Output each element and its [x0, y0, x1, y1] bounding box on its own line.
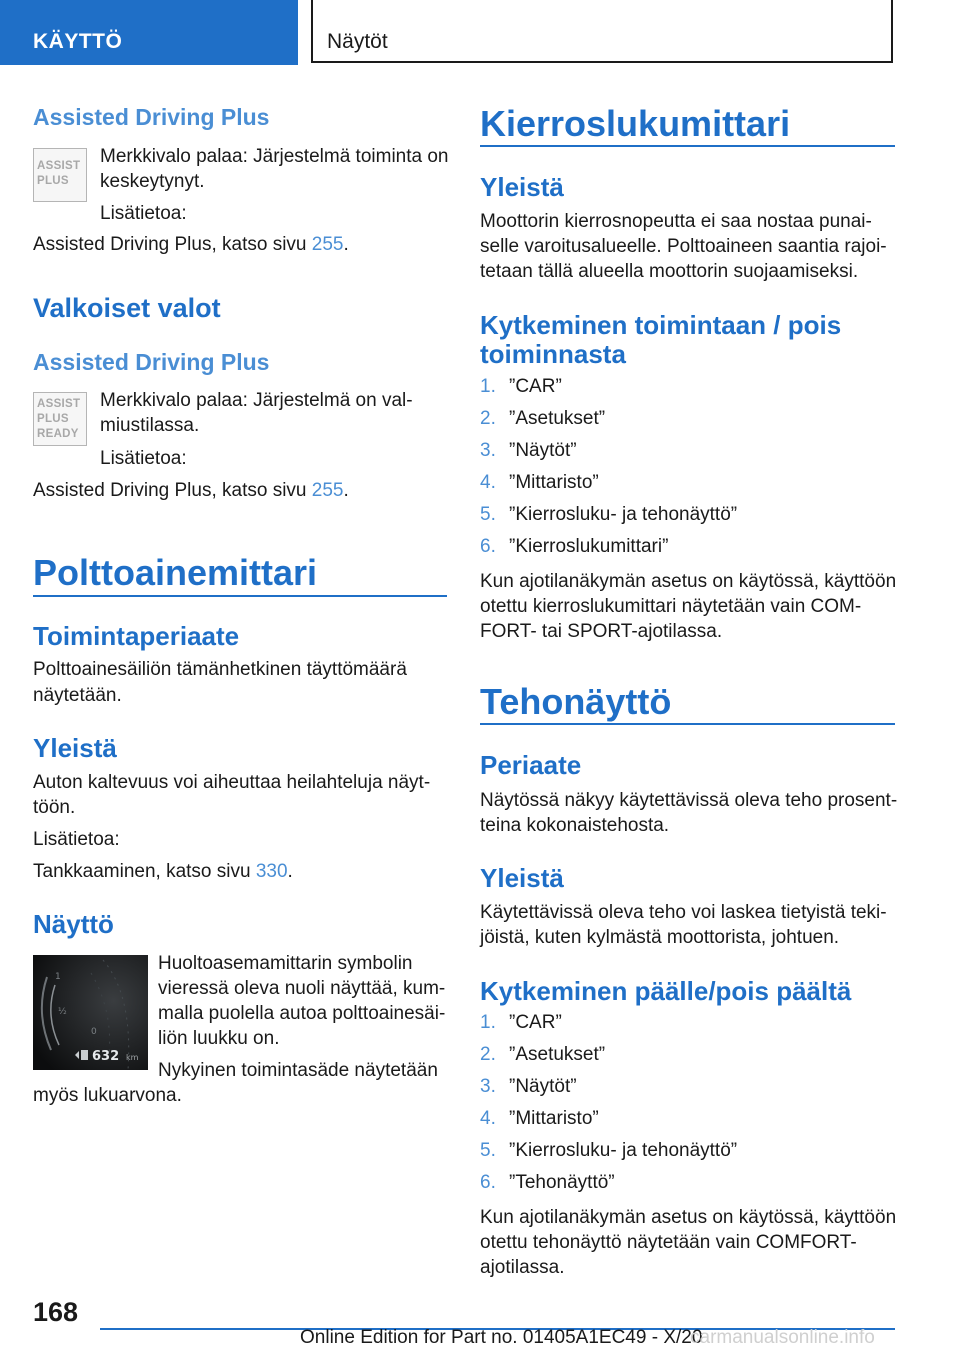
fuel-ref-end: . — [287, 861, 293, 882]
fuel-display-l1: Huoltoasemamittarin symbolin — [158, 953, 413, 974]
assist-plus-ready-icon-line3: READY — [37, 428, 79, 440]
fuel-display-l3: malla puolella autoa polttoainesäi- — [158, 1003, 446, 1024]
fuel-display-l4: liön luukku on. — [158, 1028, 280, 1049]
rev-general-l1: Moottorin kierrosnopeutta ei saa nostaa punai- — [480, 211, 872, 232]
fuel-general-ref — [33, 859, 293, 884]
power-step-text: ”Kierrosluku- ja tehonäyttö” — [509, 1140, 738, 1161]
fuel-title: Polttoainemittari — [33, 552, 318, 593]
assist-plus-icon-line1: ASSIST — [37, 160, 81, 172]
fuel-general-l2: töön. — [33, 797, 76, 818]
power-principle-l1: Näytössä näkyy käytettävissä oleva teho prosent- — [480, 790, 898, 811]
rev-note-l1: Kun ajotilanäkymän asetus on käytössä, käyttöön — [480, 571, 897, 592]
section-label: KÄYTTÖ — [33, 30, 123, 53]
edition-line: Online Edition for Part no. 01405A1EC49 - X/20 — [300, 1327, 703, 1348]
rev-title: Kierroslukumittari — [480, 103, 791, 144]
power-general-l2: jöistä, kuten kylmästä moottorista, johtuen. — [480, 927, 840, 948]
fuel-display-l6: myös lukuarvona. — [33, 1085, 182, 1106]
adp1-ref-end: . — [343, 234, 349, 255]
chapter-label: Näytöt — [327, 30, 388, 53]
power-step-text: ”Asetukset” — [509, 1044, 606, 1065]
power-step-text: ”Näytöt” — [509, 1076, 577, 1097]
fuel-principle-l1: Polttoainesäiliön tämänhetkinen täyttömäärä — [33, 659, 407, 680]
fuel-display-l2: vieressä oleva nuoli näyttää, kum- — [158, 978, 446, 999]
fuel-title-rule — [33, 595, 447, 597]
power-principle-l2: teina kokonaistehosta. — [480, 815, 670, 836]
fuel-gauge-image — [33, 955, 148, 1070]
rev-general-l2: selle varoitusalueelle. Polttoaineen saantia rajoi- — [480, 236, 887, 257]
fuel-page-link[interactable]: 330 — [255, 861, 288, 882]
power-general-l1: Käytettävissä oleva teho voi laskea tietyistä teki- — [480, 902, 887, 923]
gauge-empty-mark: 0 — [91, 1027, 97, 1037]
rev-step-text: ”Näytöt” — [509, 440, 577, 461]
adp2-heading: Assisted Driving Plus — [33, 349, 270, 375]
rev-step-number: 2. — [480, 408, 496, 429]
rev-title-rule — [480, 145, 895, 147]
rev-step-text: ”Kierrosluku- ja tehonäyttö” — [509, 504, 738, 525]
adp1-heading: Assisted Driving Plus — [33, 104, 270, 130]
adp2-ref-text: Assisted Driving Plus, katso sivu — [33, 480, 312, 501]
rev-note-l3: FORT- tai SPORT-ajotilassa. — [480, 621, 723, 642]
power-step-text: ”Tehonäyttö” — [509, 1172, 615, 1193]
page-number: 168 — [33, 1297, 79, 1327]
fuel-gauge-graphic — [33, 955, 148, 1070]
rev-general-heading: Yleistä — [480, 172, 564, 202]
adp2-ref-end: . — [343, 480, 349, 501]
range-value: 632 — [92, 1049, 120, 1064]
range-unit: km — [126, 1053, 139, 1062]
rev-step-number: 1. — [480, 376, 496, 397]
assist-plus-ready-icon-line2: PLUS — [37, 413, 69, 425]
fuel-ref-text: Tankkaaminen, katso sivu — [33, 861, 256, 882]
section-tab — [0, 0, 298, 65]
adp2-ref — [33, 478, 349, 503]
fuel-general-heading: Yleistä — [33, 733, 117, 763]
adp1-page-link[interactable]: 255 — [311, 234, 344, 255]
power-note-l1: Kun ajotilanäkymän asetus on käytössä, käyttöön — [480, 1207, 897, 1228]
power-title: Tehonäyttö — [480, 681, 672, 722]
power-step-text: ”Mittaristo” — [509, 1108, 599, 1129]
rev-step-number: 4. — [480, 472, 496, 493]
fuel-pump-icon — [81, 1050, 88, 1060]
valkoiset-heading: Valkoiset valot — [33, 293, 221, 323]
fuel-principle-l2: näytetään. — [33, 685, 122, 706]
assist-plus-icon-line2: PLUS — [37, 175, 69, 187]
power-step-number: 6. — [480, 1172, 496, 1193]
fuel-general-more: Lisätietoa: — [33, 829, 120, 850]
rev-step-text: ”Mittaristo” — [509, 472, 599, 493]
rev-step-text: ”Asetukset” — [509, 408, 606, 429]
adp1-line1: Merkkivalo palaa: Järjestelmä toiminta on — [100, 146, 449, 167]
rev-note-l2: otettu kierroslukumittari näytetään vain COM‐ — [480, 596, 862, 617]
power-step-number: 2. — [480, 1044, 496, 1065]
power-title-rule — [480, 723, 895, 725]
gauge-full-mark: 1 — [55, 972, 61, 982]
assist-plus-icon — [33, 148, 87, 202]
power-step-number: 1. — [480, 1012, 496, 1033]
adp2-line1: Merkkivalo palaa: Järjestelmä on val- — [100, 390, 413, 411]
power-step-number: 4. — [480, 1108, 496, 1129]
rev-step-text: ”CAR” — [509, 376, 562, 397]
rev-step-number: 5. — [480, 504, 496, 525]
assist-plus-ready-icon-line1: ASSIST — [37, 398, 81, 410]
fuel-principle-heading: Toimintaperiaate — [33, 621, 240, 651]
adp2-more: Lisätietoa: — [100, 448, 187, 469]
rev-step-text: ”Kierroslukumittari” — [509, 536, 669, 557]
adp1-more: Lisätietoa: — [100, 203, 187, 224]
rev-general-l3: tetaan tällä alueella moottorin suojaamiseksi. — [480, 261, 859, 282]
chapter-tab — [311, 0, 893, 63]
power-principle-heading: Periaate — [480, 750, 582, 780]
power-step-text: ”CAR” — [509, 1012, 562, 1033]
power-note-l3: ajotilassa. — [480, 1257, 565, 1278]
assist-plus-ready-icon — [33, 392, 87, 446]
adp2-line2: miustilassa. — [100, 415, 200, 436]
adp1-ref-text: Assisted Driving Plus, katso sivu — [33, 234, 312, 255]
power-step-number: 5. — [480, 1140, 496, 1161]
watermark: carmanualsonline.info — [690, 1327, 875, 1348]
fuel-display-heading: Näyttö — [33, 909, 114, 939]
fuel-display-l5: Nykyinen toimintasäde näytetään — [158, 1060, 438, 1081]
rev-switch-heading-l1: Kytkeminen toimintaan / pois — [480, 310, 842, 340]
rev-step-number: 6. — [480, 536, 496, 557]
power-general-heading: Yleistä — [480, 863, 564, 893]
adp1-ref — [33, 232, 349, 257]
power-note-l2: otettu tehonäyttö näytetään vain COMFORT- — [480, 1232, 857, 1253]
rev-step-number: 3. — [480, 440, 496, 461]
adp1-line2: keskeytynyt. — [100, 171, 205, 192]
power-step-number: 3. — [480, 1076, 496, 1097]
rev-switch-heading-l2: toiminnasta — [480, 339, 626, 369]
adp2-page-link[interactable]: 255 — [311, 480, 344, 501]
fuel-general-l1: Auton kaltevuus voi aiheuttaa heilahteluja näyt- — [33, 772, 431, 793]
power-switch-heading: Kytkeminen päälle/pois päältä — [480, 976, 852, 1006]
gauge-half-mark: ½ — [58, 1007, 67, 1017]
